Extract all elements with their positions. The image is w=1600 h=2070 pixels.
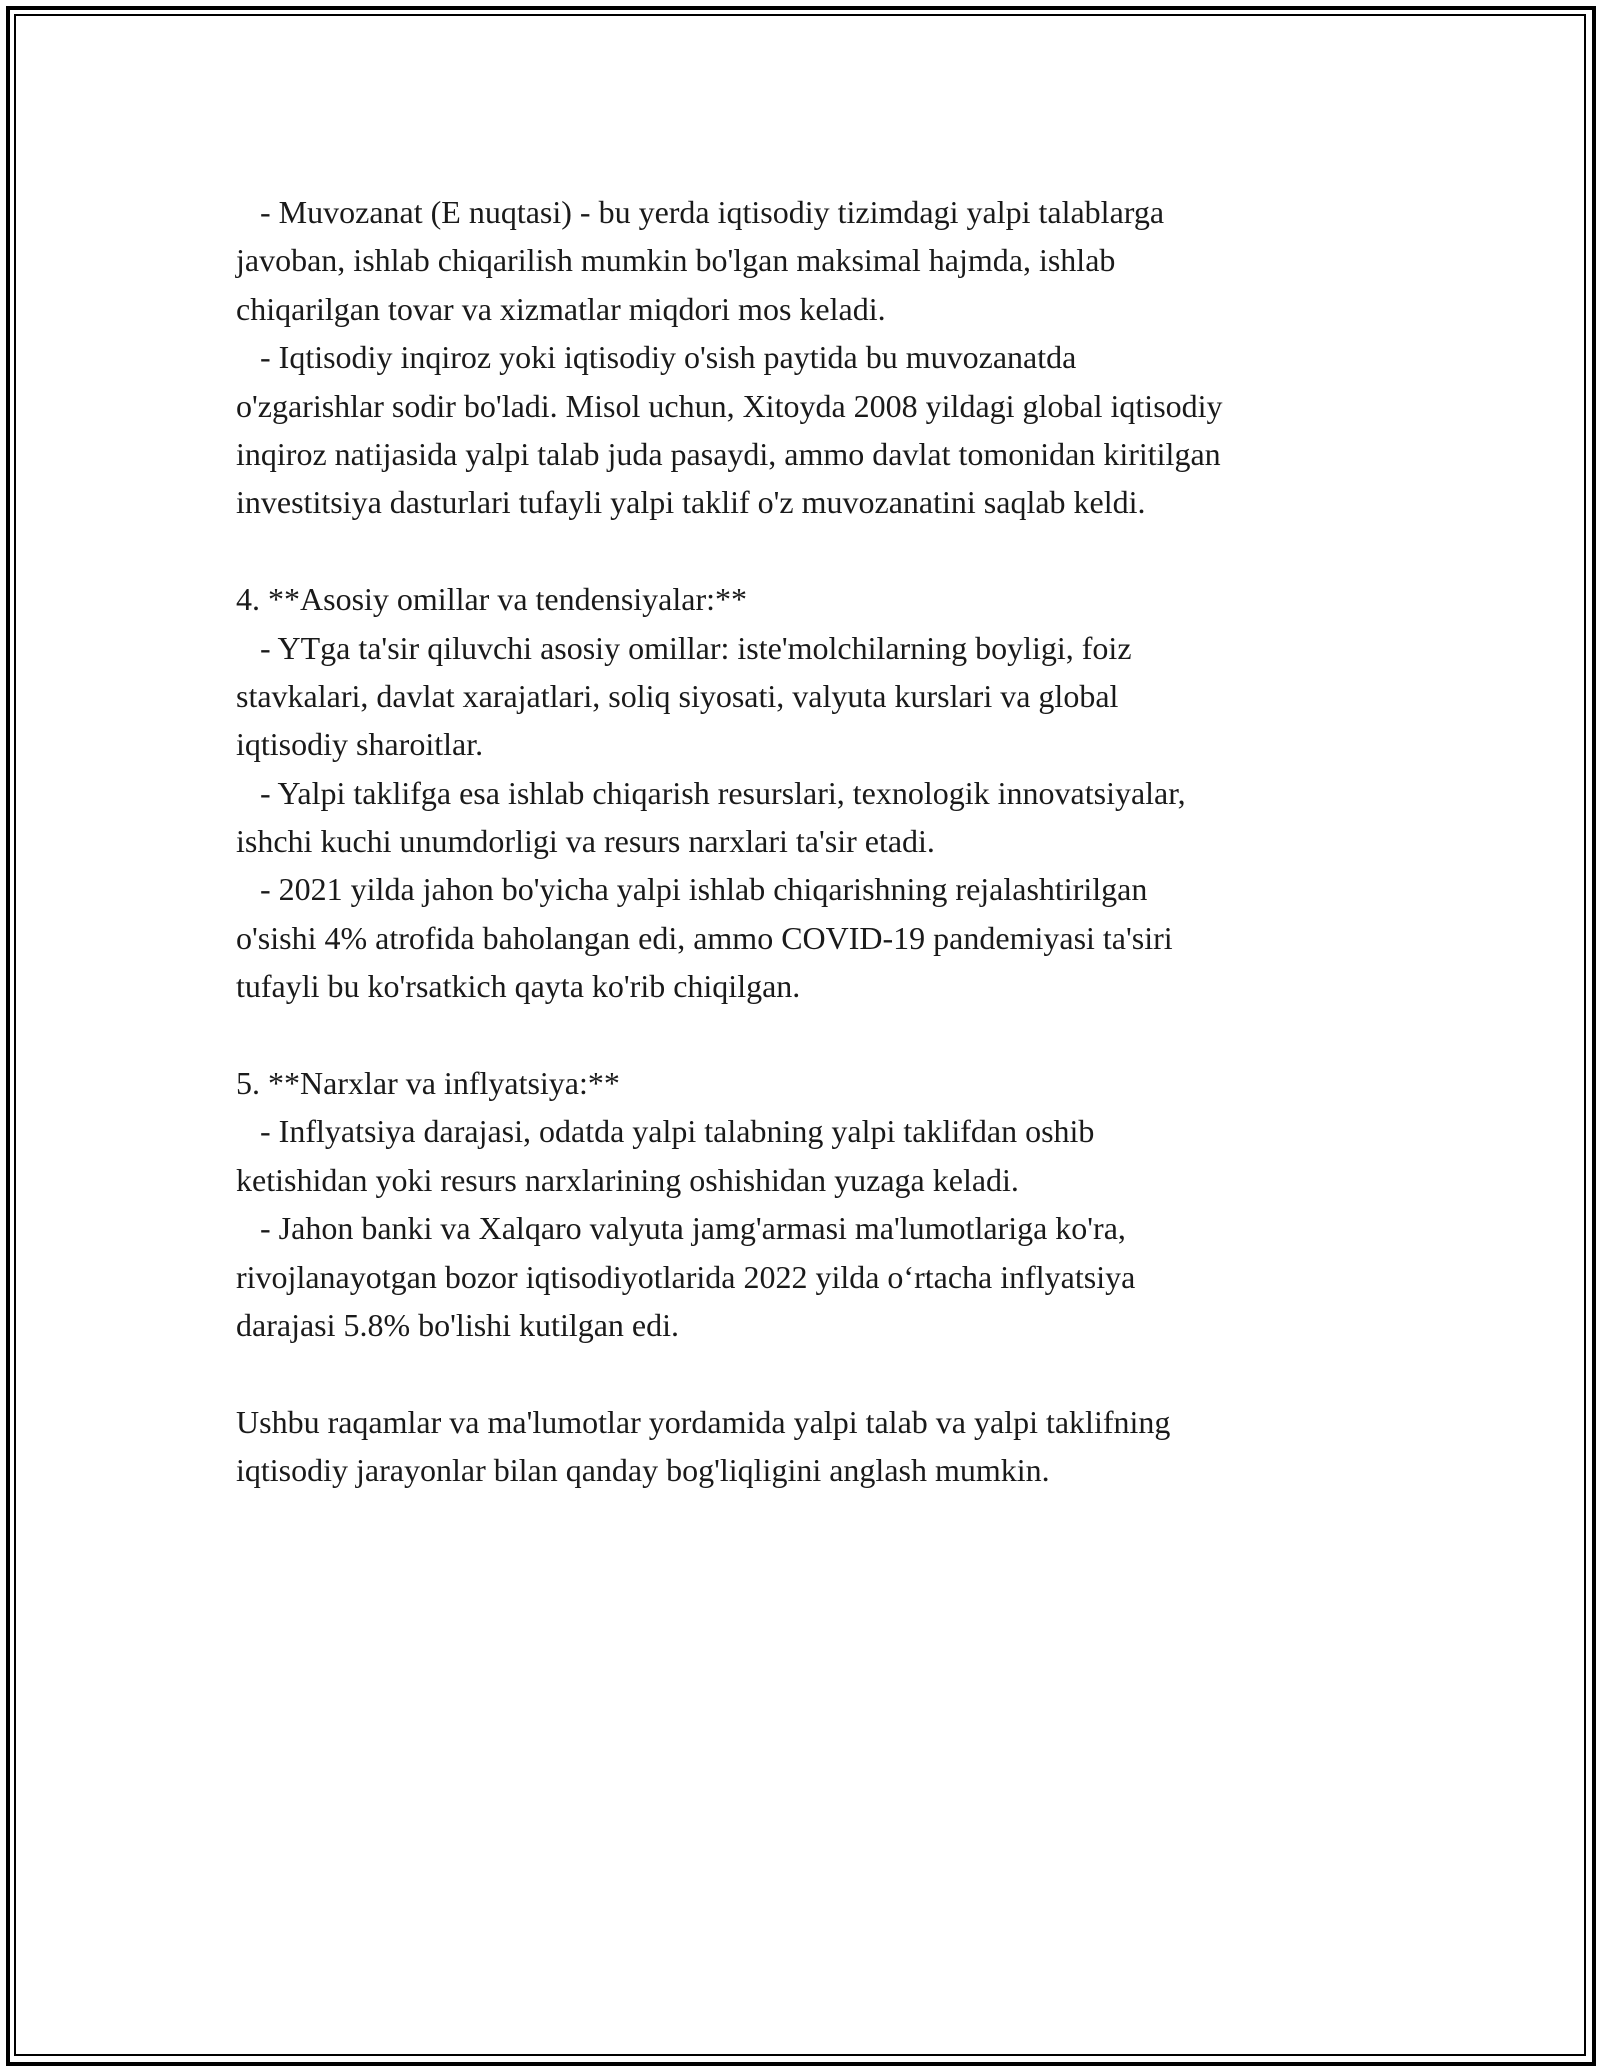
text-line: stavkalari, davlat xarajatlari, soliq siyosati, valyuta kurslari va global	[236, 677, 1119, 714]
section-heading: 4. **Asosiy omillar va tendensiyalar:**	[236, 581, 748, 618]
text-line: - Muvozanat (E nuqtasi) - bu yerda iqtisodiy tizimdagi yalpi talablarga	[236, 194, 1165, 230]
text-line: investitsiya dasturlari tufayli yalpi taklif o'z muvozanatini saqlab keldi.	[236, 484, 1146, 521]
text-line: inqiroz natijasida yalpi talab juda pasaydi, ammo davlat tomonidan kiritilgan	[236, 435, 1221, 472]
text-line: iqtisodiy jarayonlar bilan qanday bog'liqligini anglash mumkin.	[236, 1452, 1050, 1489]
blank-line	[236, 527, 1396, 575]
text-line: - Jahon banki va Xalqaro valyuta jamg'armasi ma'lumotlariga ko'ra,	[236, 1210, 1126, 1247]
text-line: o'sishi 4% atrofida baholangan edi, ammo COVID-19 pandemiyasi ta'siri	[236, 919, 1173, 956]
text-line: rivojlanayotgan bozor iqtisodiyotlarida 2022 yilda o‘rtacha inflyatsiya	[236, 1258, 1136, 1295]
document-body	[236, 188, 1396, 1495]
text-line: darajasi 5.8% bo'lishi kutilgan edi.	[236, 1306, 680, 1343]
text-line: Ushbu raqamlar va ma'lumotlar yordamida yalpi talab va yalpi taklifning	[236, 1403, 1171, 1440]
text-line: o'zgarishlar sodir bo'ladi. Misol uchun, Xitoyda 2008 yildagi global iqtisodiy	[236, 387, 1223, 424]
text-line: ishchi kuchi unumdorligi va resurs narxlari ta'sir etadi.	[236, 823, 935, 860]
text-line: tufayli bu ko'rsatkich qayta ko'rib chiqilgan.	[236, 968, 801, 1005]
blank-line	[236, 1349, 1396, 1397]
text-line: - Yalpi taklifga esa ishlab chiqarish resurslari, texnologik innovatsiyalar,	[236, 774, 1186, 811]
text-line: ketishidan yoki resurs narxlarining oshishidan yuzaga keladi.	[236, 1161, 1019, 1198]
text-line: iqtisodiy sharoitlar.	[236, 726, 484, 763]
text-line: - YTga ta'sir qiluvchi asosiy omillar: iste'molchilarning boyligi, foiz	[236, 629, 1132, 666]
text-line: - Iqtisodiy inqiroz yoki iqtisodiy o'sish paytida bu muvozanatda	[236, 339, 1077, 376]
text-line: javoban, ishlab chiqarilish mumkin bo'lgan maksimal hajmda, ishlab	[236, 242, 1116, 279]
text-line: chiqarilgan tovar va xizmatlar miqdori mos keladi.	[236, 290, 886, 327]
text-line: - 2021 yilda jahon bo'yicha yalpi ishlab chiqarishning rejalashtirilgan	[236, 871, 1148, 908]
text-line: - Inflyatsiya darajasi, odatda yalpi talabning yalpi taklifdan oshib	[236, 1113, 1095, 1150]
section-heading: 5. **Narxlar va inflyatsiya:**	[236, 1065, 620, 1102]
blank-line	[236, 1011, 1396, 1059]
